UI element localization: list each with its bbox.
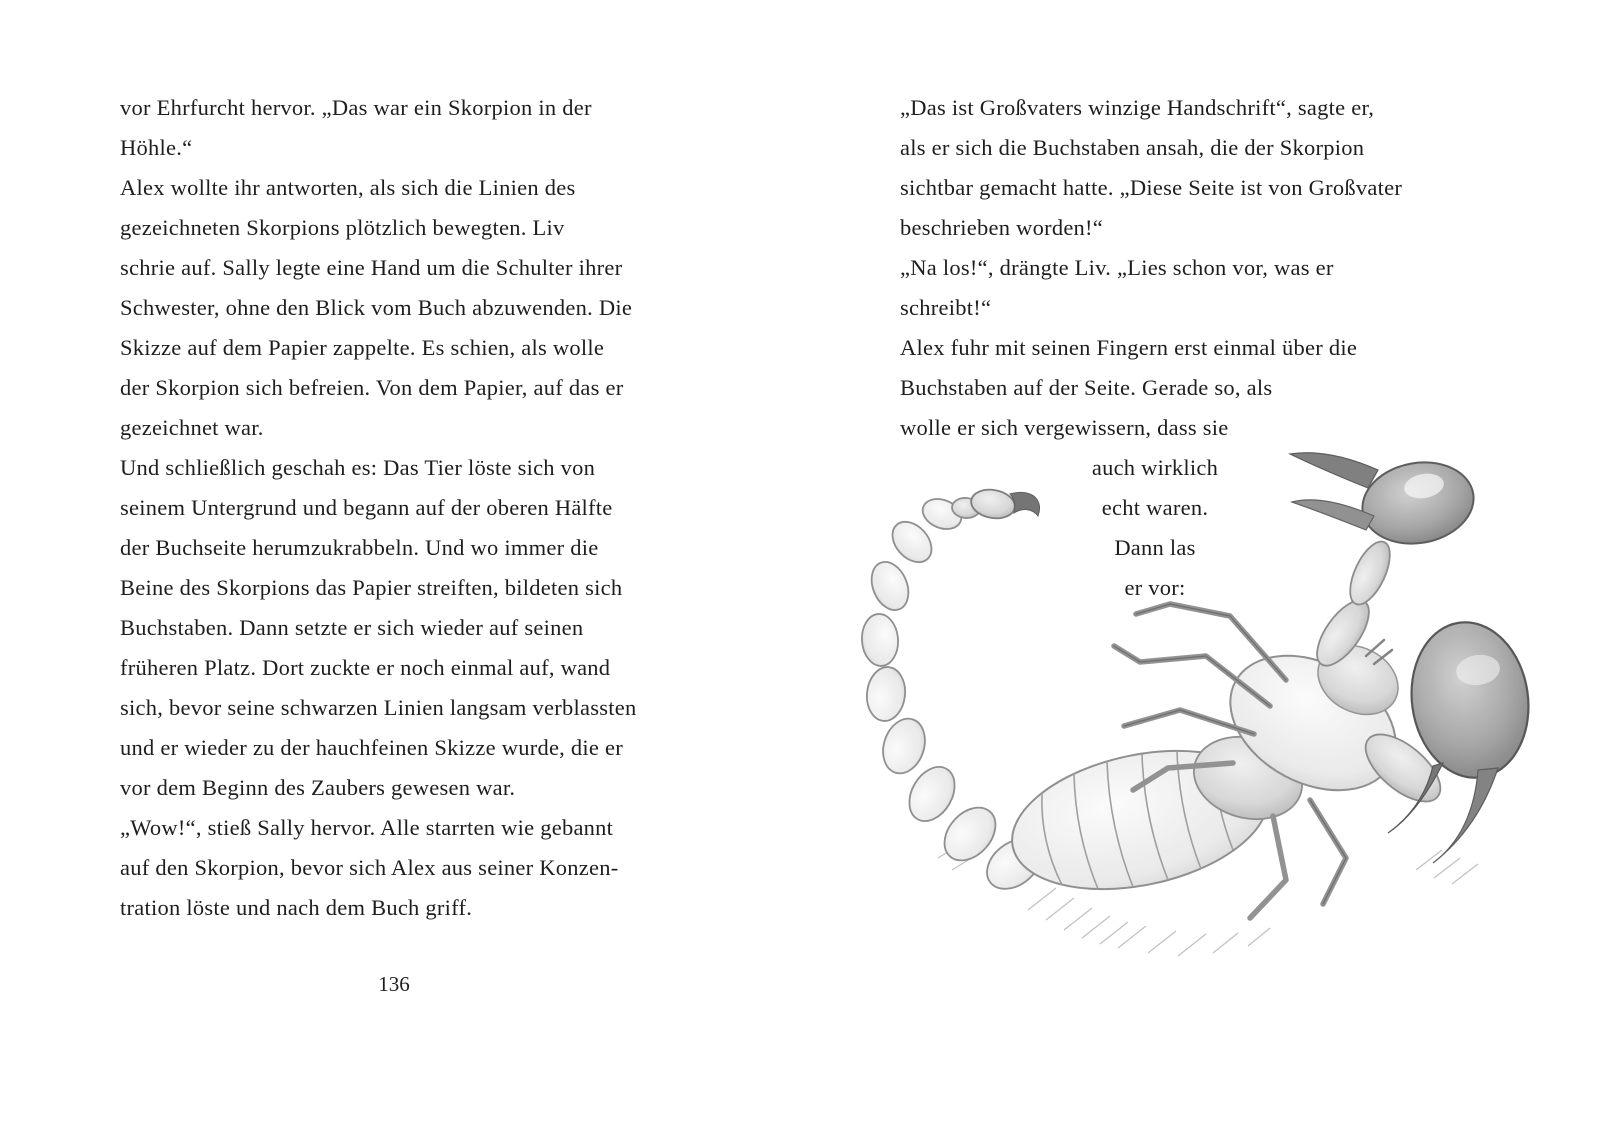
text-line: und er wieder zu der hauchfeinen Skizze wurde, die er [120,735,624,760]
text-line: vor Ehrfurcht hervor. „Das war ein Skorpion in der [120,95,592,120]
text-line: echt waren. [1101,495,1209,520]
text-line: der Skorpion sich befreien. Von dem Papier, auf das er [120,375,624,400]
text-line: Buchstaben auf der Seite. Gerade so, als [900,375,1273,400]
text-line: sich, bevor seine schwarzen Linien langsam verblassten [120,695,637,720]
text-line: sichtbar gemacht hatte. „Diese Seite ist von Großvater [900,175,1403,200]
text-line: auf den Skorpion, bevor sich Alex aus seiner Konzen- [120,855,619,880]
text-line: Alex fuhr mit seinen Fingern erst einmal über die [900,335,1358,360]
text-line: auch wirklich [1091,455,1219,480]
text-line: „Wow!“, stieß Sally hervor. Alle starrten wie gebannt [120,815,614,840]
text-line: „Das ist Großvaters winzige Handschrift“, sagte er, [900,95,1375,120]
text-line: Alex wollte ihr antworten, als sich die Linien des [120,175,576,200]
text-line: beschrieben worden!“ [900,215,1104,240]
text-line: Skizze auf dem Papier zappelte. Es schien, als wolle [120,335,605,360]
right-page-text [900,88,1480,608]
text-line: Buchstaben. Dann setzte er sich wieder auf seinen [120,615,584,640]
text-line: er vor: [1124,575,1186,600]
text-line: vor dem Beginn des Zaubers gewesen war. [120,775,516,800]
right-page-wrapped-text [1070,448,1240,608]
text-line: „Na los!“, drängte Liv. „Lies schon vor, was er [900,255,1334,280]
text-line: früheren Platz. Dort zuckte er noch einmal auf, wand [120,655,611,680]
text-line: seinem Untergrund und begann auf der oberen Hälfte [120,495,613,520]
text-line: Dann las [1114,535,1196,560]
page-number: 136 [378,972,410,996]
text-line: als er sich die Buchstaben ansah, die der Skorpion [900,135,1365,160]
text-line: Beine des Skorpions das Papier streiften, bildeten sich [120,575,623,600]
text-line: tration löste und nach dem Buch griff. [120,895,473,920]
text-line: gezeichneten Skorpions plötzlich bewegten. Liv [120,215,565,240]
text-line: Und schließlich geschah es: Das Tier löste sich von [120,455,596,480]
text-line: schreibt!“ [900,295,992,320]
text-line: schrie auf. Sally legte eine Hand um die Schulter ihrer [120,255,623,280]
text-line: gezeichnet war. [120,415,264,440]
right-page-paragraphs [900,88,1480,448]
text-line: wolle er sich vergewissern, dass sie [900,415,1229,440]
scorpion-carapace [1185,629,1419,831]
text-line: Schwester, ohne den Blick vom Buch abzuwenden. Die [120,295,633,320]
text-line: Höhle.“ [120,135,193,160]
scorpion-right-claw [1354,615,1538,863]
left-page-text [120,88,685,928]
text-line: der Buchseite herumzukrabbeln. Und wo immer die [120,535,599,560]
